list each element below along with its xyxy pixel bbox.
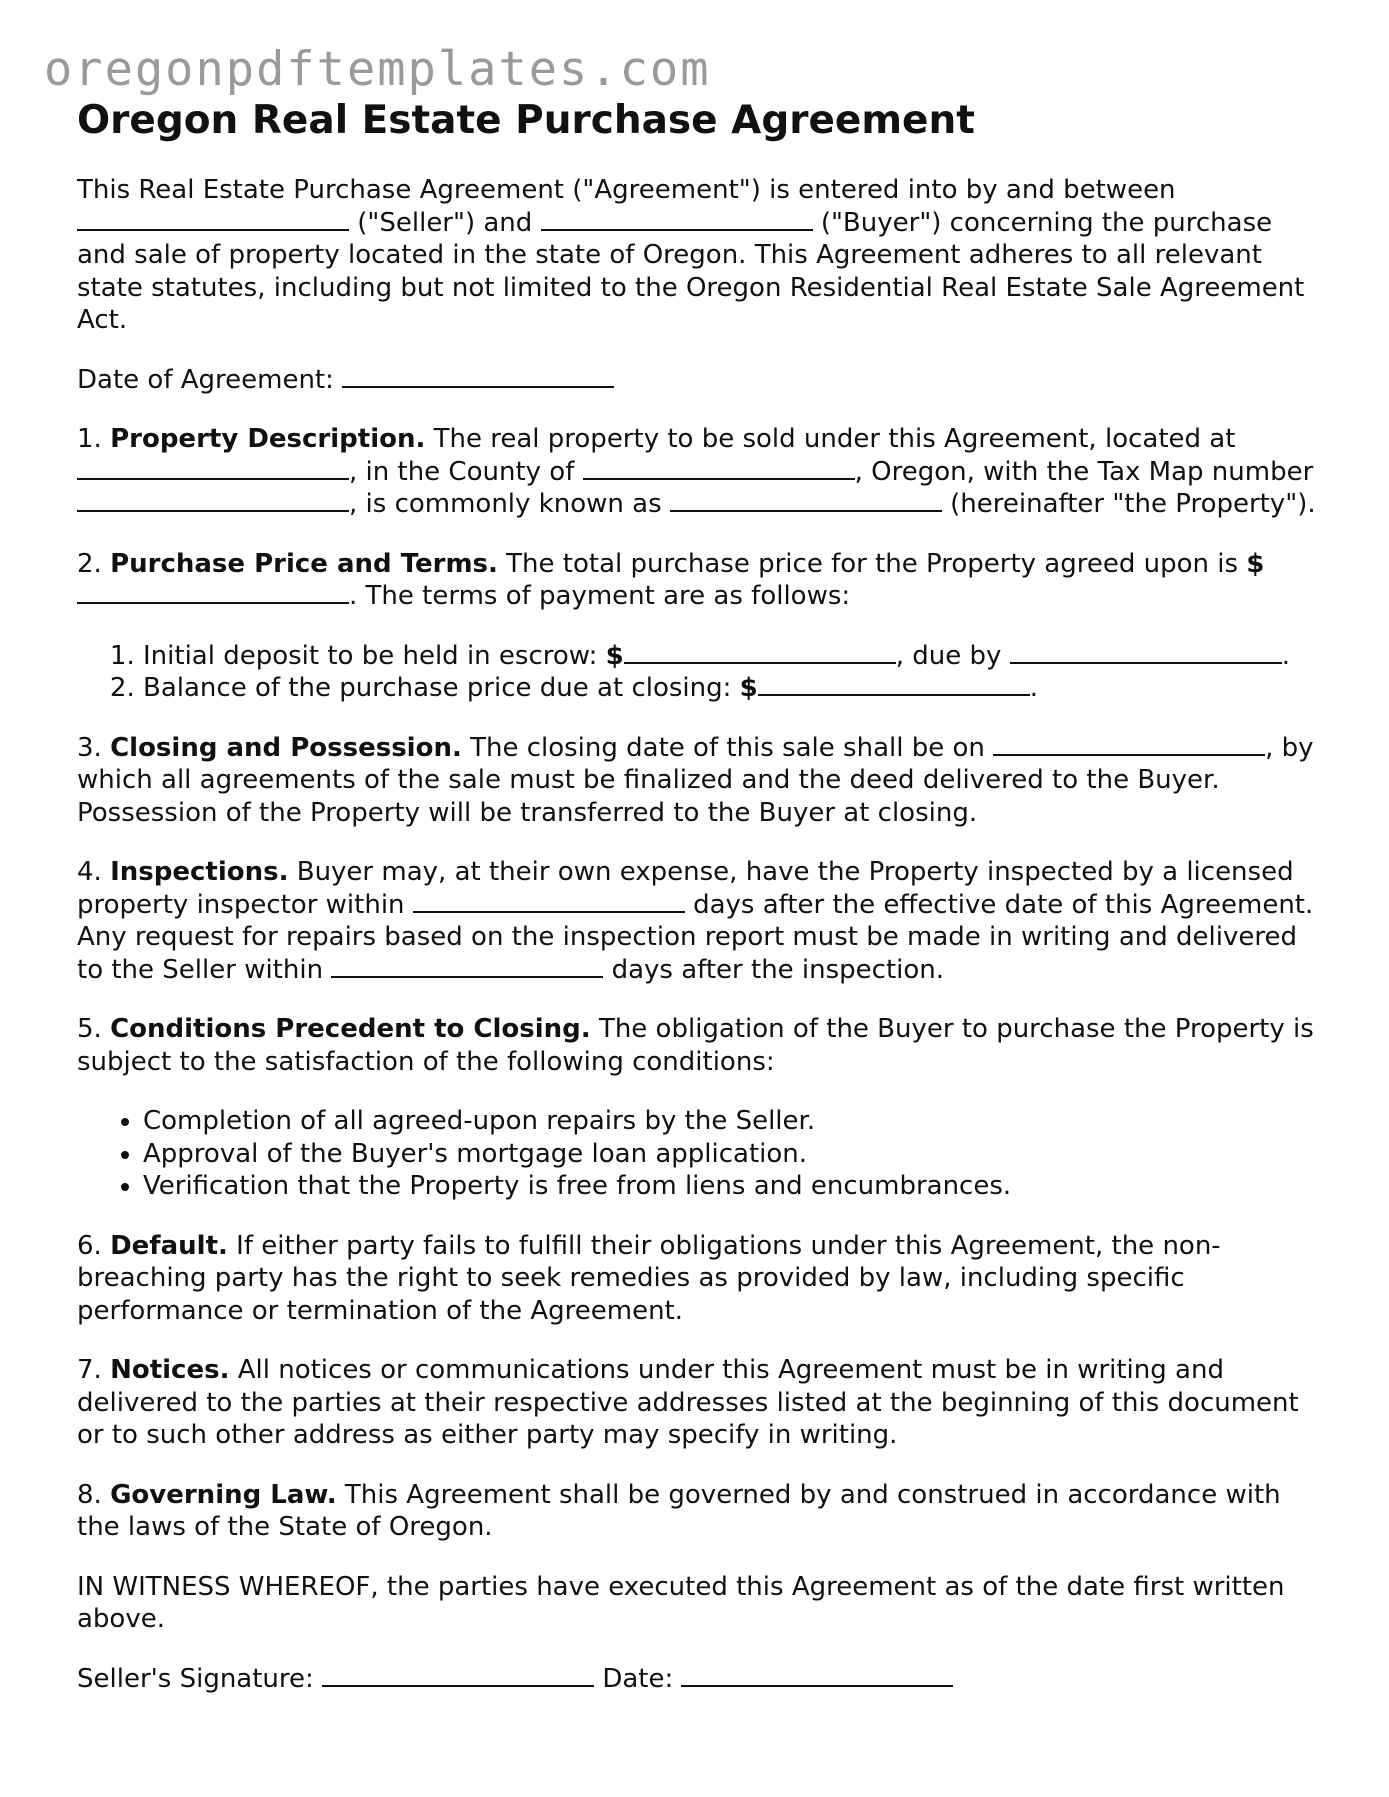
section-number: 5. (77, 1014, 102, 1044)
deposit-due-date-blank[interactable] (1010, 640, 1282, 664)
common-name-blank[interactable] (670, 488, 942, 512)
section-number: 1. (77, 424, 102, 454)
intro-paragraph (77, 174, 1327, 337)
intro-text: This Real Estate Purchase Agreement ("Agreement") is entered into by and between (77, 175, 1176, 205)
list-item (143, 672, 1327, 705)
seller-name-blank[interactable] (77, 207, 349, 231)
section-number: 4. (77, 857, 102, 887)
section-text: This Agreement shall be governed by and construed in accordance with the laws of the State of Oregon. (77, 1479, 1281, 1542)
section-heading: Default. (110, 1230, 228, 1261)
inspection-days-blank[interactable] (413, 889, 685, 913)
section-number: 6. (77, 1230, 102, 1261)
document-page (77, 96, 1327, 1722)
section-number: 2. (77, 548, 102, 579)
witness-statement: IN WITNESS WHEREOF, the parties have executed this Agreement as of the date first written above. (77, 1571, 1285, 1634)
property-location-blank[interactable] (77, 456, 349, 480)
section-closing-possession (77, 732, 1327, 830)
repair-request-days-blank[interactable] (331, 954, 603, 978)
list-item: • Approval of the Buyer's mortgage loan application. (143, 1138, 1327, 1171)
section-heading: Governing Law. (110, 1479, 337, 1510)
intro-text: ("Buyer") concerning the purchase and sale of property located in the state of Oregon. This Agreement adheres to all relevant state statutes, including but not limited to the Oregon Residential Real Estate Sale Agreement Act. (77, 207, 1305, 335)
section-text: , is commonly known as (349, 489, 662, 519)
conditions-list (77, 1105, 1327, 1203)
payment-terms-list (77, 640, 1327, 705)
section-text: The closing date of this sale shall be on (470, 732, 985, 763)
county-blank[interactable] (583, 456, 855, 480)
section-text: days after the effective date of this Agreement. Any request for repairs based on the inspection report must be made in writing and delivered to the Seller within (77, 889, 1314, 985)
section-number: 8. (77, 1479, 102, 1510)
tax-map-number-blank[interactable] (77, 488, 349, 512)
section-text: Buyer may, at their own expense, have the Property inspected by a licensed property inspector within (77, 857, 1294, 920)
section-heading: Notices. (110, 1355, 230, 1385)
section-text: All notices or communications under this Agreement must be in writing and delivered to the parties at their respective addresses listed at the beginning of this document or to such other address as either party may specify in writing. (77, 1355, 1299, 1450)
section-heading: Property Description. (110, 424, 426, 454)
list-item: • Completion of all agreed-upon repairs by the Seller. (143, 1105, 1327, 1138)
document-title: Oregon Real Estate Purchase Agreement (77, 98, 975, 143)
section-notices (77, 1354, 1327, 1452)
section-governing-law (77, 1479, 1327, 1544)
section-text: The obligation of the Buyer to purchase the Property is subject to the satisfaction of the following conditions: (77, 1014, 1314, 1077)
signature-date-label: Date: (602, 1663, 674, 1694)
section-text: , in the County of (349, 456, 575, 487)
section-text: The total purchase price for the Property agreed upon is (506, 548, 1239, 579)
dollar-sign: $ (739, 673, 758, 703)
section-default (77, 1230, 1327, 1328)
dollar-sign: $ (1246, 548, 1265, 579)
section-text: days after the inspection. (611, 954, 945, 985)
dollar-sign: $ (605, 640, 624, 671)
intro-text: ("Seller") and (357, 207, 533, 238)
site-watermark: oregonpdftemplates.com (44, 42, 711, 97)
purchase-price-blank[interactable] (77, 580, 349, 604)
section-number: 3. (77, 732, 102, 763)
section-text: . The terms of payment are as follows: (349, 581, 851, 611)
seller-signature-line (77, 1663, 1327, 1696)
item-text: . (1281, 640, 1290, 671)
section-text: , by which all agreements of the sale must be finalized and the deed delivered to the Buyer. Possession of the Property will be transferred to the Buyer at closing. (77, 732, 1314, 828)
section-purchase-price (77, 548, 1327, 613)
section-heading: Purchase Price and Terms. (110, 548, 498, 579)
item-text: . (1029, 673, 1039, 703)
item-text: Balance of the purchase price due at closing: (143, 673, 732, 703)
section-property-description (77, 423, 1327, 521)
agreement-date-blank[interactable] (342, 364, 614, 388)
seller-signature-label: Seller's Signature: (77, 1663, 314, 1694)
date-of-agreement (77, 364, 1327, 397)
initial-deposit-blank[interactable] (624, 640, 896, 664)
section-heading: Closing and Possession. (110, 732, 462, 763)
buyer-name-blank[interactable] (541, 207, 813, 231)
section-heading: Conditions Precedent to Closing. (110, 1014, 591, 1044)
signature-date-blank[interactable] (681, 1663, 953, 1687)
section-heading: Inspections. (110, 857, 289, 887)
list-item: • Verification that the Property is free from liens and encumbrances. (143, 1170, 1327, 1203)
closing-date-blank[interactable] (993, 732, 1265, 756)
seller-signature-blank[interactable] (322, 1663, 594, 1687)
section-text: If either party fails to fulfill their obligations under this Agreement, the non-breaching party has the right to seek remedies as provided by law, including specific performance or termination of the Agreement. (77, 1230, 1221, 1326)
list-item (143, 640, 1327, 673)
balance-due-blank[interactable] (758, 672, 1030, 696)
section-conditions-precedent (77, 1013, 1327, 1078)
date-of-agreement-label: Date of Agreement: (77, 364, 334, 395)
section-text: (hereinafter "the Property"). (950, 489, 1316, 519)
section-text: , Oregon, with the Tax Map number (854, 456, 1314, 487)
section-inspections (77, 856, 1327, 986)
item-text: , due by (895, 640, 1002, 671)
section-number: 7. (77, 1355, 102, 1385)
item-text: Initial deposit to be held in escrow: (143, 640, 598, 671)
section-text: The real property to be sold under this Agreement, located at (433, 424, 1236, 454)
